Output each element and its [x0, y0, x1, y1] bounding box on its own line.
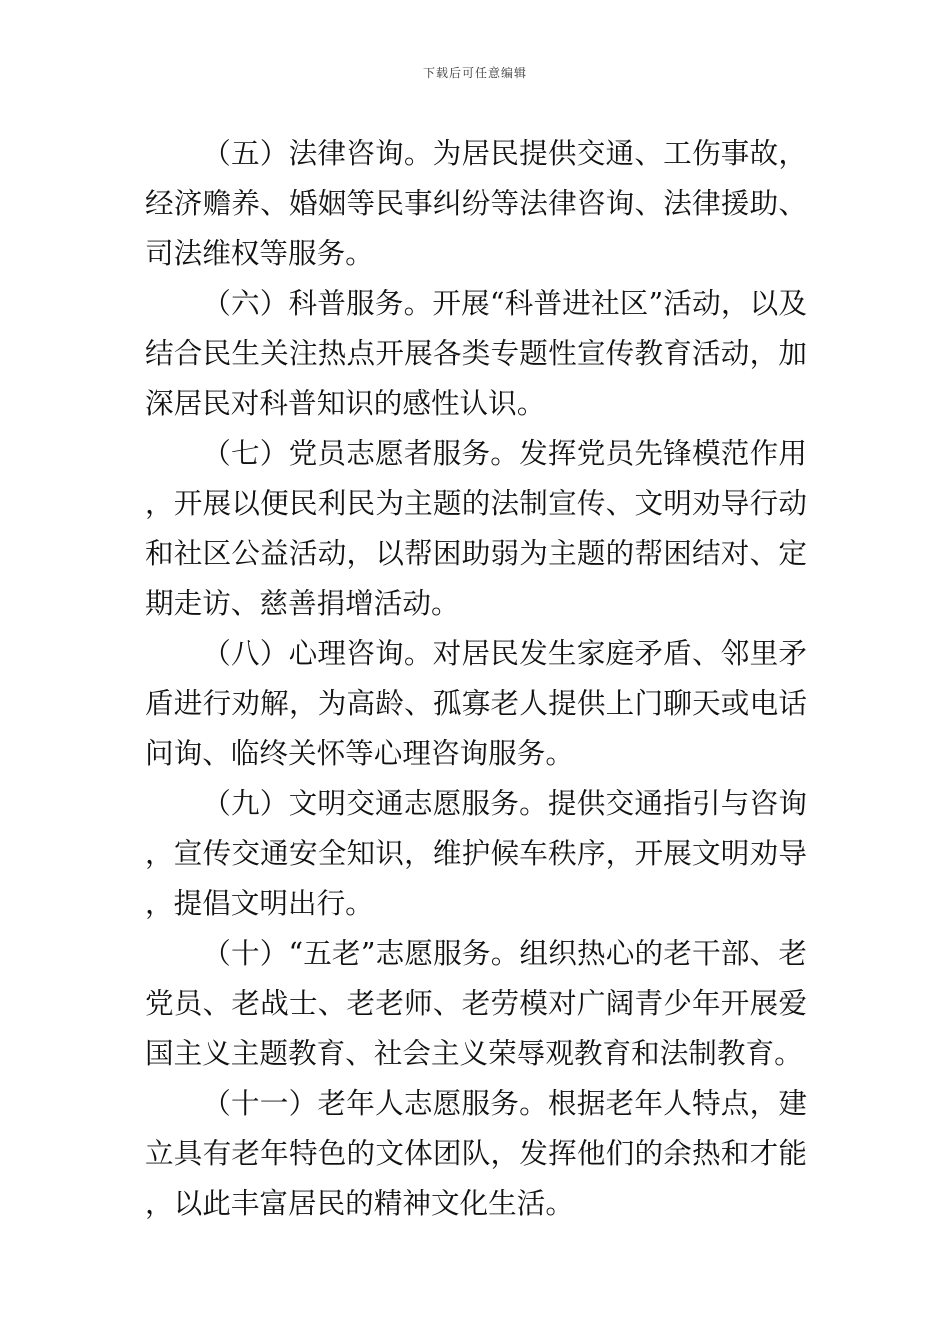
paragraph-five-elders: （十）“五老”志愿服务。组织热心的老干部、老党员、老战士、老老师、老劳模对广阔青少年开展爱国主义主题教育、社会主义荣辱观教育和法制教育。	[145, 936, 807, 1070]
paragraph-party-volunteer-service: （七）党员志愿者服务。发挥党员先锋模范作用，开展以便民利民为主题的法制宣传、文明劝导行动和社区公益活动，以帮困助弱为主题的帮困结对、定期走访、慈善捐增活动。	[145, 436, 807, 620]
paragraph-psychological-consultation: （八）心理咨询。对居民发生家庭矛盾、邻里矛盾进行劝解，为高龄、孤寡老人提供上门聊天或电话问询、临终关怀等心理咨询服务。	[145, 636, 807, 770]
paragraph-legal-consultation: （五）法律咨询。为居民提供交通、工伤事故，经济赡养、婚姻等民事纠纷等法律咨询、法律援助、司法维权等服务。	[145, 136, 807, 270]
document-body	[145, 128, 807, 1228]
paragraph-civilized-traffic: （九）文明交通志愿服务。提供交通指引与咨询，宣传交通安全知识，维护候车秩序，开展文明劝导，提倡文明出行。	[145, 786, 807, 920]
page-header-note: 下载后可任意编辑	[422, 66, 527, 80]
paragraph-elderly-volunteer: （十一）老年人志愿服务。根据老年人特点，建立具有老年特色的文体团队，发挥他们的余热和才能，以此丰富居民的精神文化生活。	[145, 1086, 807, 1220]
paragraph-science-popularization: （六）科普服务。开展“科普进社区”活动，以及结合民生关注热点开展各类专题性宣传教育活动，加深居民对科普知识的感性认识。	[145, 286, 807, 420]
